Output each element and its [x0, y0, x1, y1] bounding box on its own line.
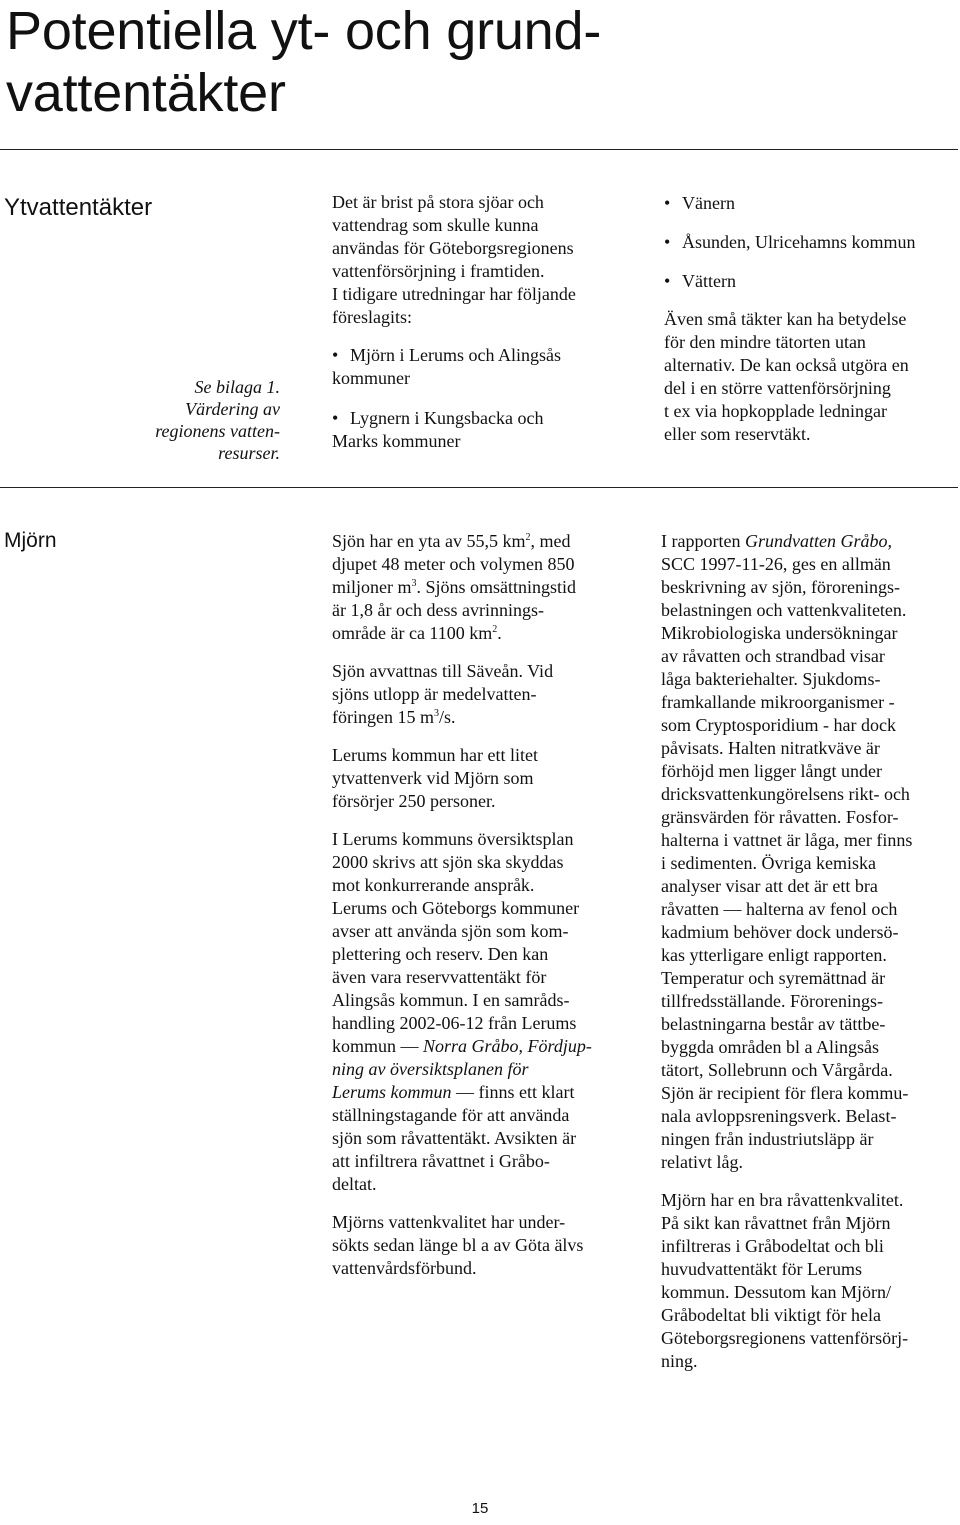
section2-right-column	[661, 530, 960, 1388]
text-line: kadmium behöver dock undersö-	[661, 922, 899, 942]
text-line: Gråbodeltat bli viktigt för hela	[661, 1305, 881, 1325]
sidenote-line: Se bilaga 1.	[194, 377, 280, 397]
document-reference-title: ning av översiktsplanen för	[332, 1059, 529, 1079]
text-line: alternativ. De kan också utgöra en	[664, 355, 909, 375]
paragraph	[332, 1211, 642, 1280]
text-line: användas för Göteborgsregionens	[332, 238, 574, 258]
text-line: vattendrag som skulle kunna	[332, 215, 539, 235]
document-reference-title: Grundvatten Gråbo,	[744, 531, 892, 551]
text-line: I rapporten Grundvatten Gråbo,	[661, 531, 892, 551]
text-line: tätort, Sollebrunn och Vårgårda.	[661, 1060, 893, 1080]
text-line: ställningstagande för att använda	[332, 1105, 570, 1125]
text-line: relativt låg.	[661, 1152, 743, 1172]
text-line: även vara reservvattentäkt för	[332, 967, 547, 987]
paragraph	[661, 1189, 960, 1373]
text-line: del i en större vattenförsörjning	[664, 378, 891, 398]
text-line: Mjörn har en bra råvattenkvalitet.	[661, 1190, 904, 1210]
text-line: som Cryptosporidium - har dock	[661, 715, 896, 735]
text-line: 2000 skrivs att sjön ska skyddas	[332, 852, 564, 872]
page-title-line-1: Potentiella yt- och grund-	[6, 1, 602, 61]
page-title-line-2: vattentäkter	[6, 63, 286, 123]
text-line: halterna i vattnet är låga, mer finns	[661, 830, 913, 850]
paragraph	[332, 828, 642, 1196]
text-line: för den mindre tätorten utan	[664, 332, 866, 352]
list-item-bullet	[332, 407, 632, 453]
text-line: miljoner $m^3$. Sjöns omsättningstid	[332, 577, 577, 597]
text-line: nala avloppsreningsverk. Belast-	[661, 1106, 897, 1126]
section-divider	[0, 487, 958, 488]
text-line: Mjörns vattenkvalitet har under-	[332, 1212, 566, 1232]
sidenote-line: Värdering av	[185, 399, 280, 419]
text-line: kommun — Norra Gråbo, Fördjup-	[332, 1036, 592, 1056]
text-line: Alingsås kommun. I en samråds-	[332, 990, 570, 1010]
text-line: Temperatur och syremättnad är	[661, 968, 886, 988]
text-line: föringen 15 $m^3/s$.	[332, 707, 456, 727]
bullet-text: • Lygnern i Kungsbacka och	[332, 407, 632, 430]
text-line: I tidigare utredningar har följande	[332, 284, 576, 304]
sidenote-reference	[100, 376, 280, 464]
text-line: I Lerums kommuns översiktsplan	[332, 829, 574, 849]
section1-right-column	[664, 192, 960, 461]
text-line: infiltreras i Gråbodeltat och bli	[661, 1236, 884, 1256]
text-line: Göteborgsregionens vattenförsörj-	[661, 1328, 909, 1348]
text-line: framkallande mikroorganismer -	[661, 692, 895, 712]
text-line: deltat.	[332, 1174, 377, 1194]
text-line: sökts sedan länge bl a av Göta älvs	[332, 1235, 584, 1255]
section-heading-ytvattentakter: Ytvattentäkter	[4, 194, 153, 221]
text-line: mot konkurrerande anspråk.	[332, 875, 535, 895]
text-line: dricksvattenkungörelsens rikt- och	[661, 784, 910, 804]
text-line: gränsvärden för råvatten. Fosfor-	[661, 807, 899, 827]
list-item-bullet	[664, 192, 960, 215]
text-line: vattenvårdsförbund.	[332, 1258, 477, 1278]
text-line: byggda områden bl a Alingsås	[661, 1037, 879, 1057]
document-reference-title: Norra Gråbo, Fördjup-	[423, 1036, 592, 1056]
section-heading-mjorn: Mjörn	[4, 529, 57, 552]
text-line: Lerums kommun har ett litet	[332, 745, 538, 765]
title-divider	[0, 149, 958, 150]
text-line: område är ca 1100 $km^2$.	[332, 623, 502, 643]
sidenote-line: regionens vatten-	[155, 421, 280, 441]
text-line: att infiltrera råvattnet i Gråbo-	[332, 1151, 550, 1171]
paragraph	[661, 530, 960, 1174]
text-line: föreslagits:	[332, 307, 412, 327]
text-line: Mikrobiologiska undersökningar	[661, 623, 898, 643]
text-line: påvisats. Halten nitratkväve är	[661, 738, 880, 758]
text-line: Lerums kommun — finns ett klart	[332, 1082, 575, 1102]
text-line: sjön som råvattentäkt. Avsikten är	[332, 1128, 577, 1148]
paragraph	[332, 660, 642, 729]
text-line: Sjön är recipient för flera kommu-	[661, 1083, 909, 1103]
text-line: t ex via hopkopplade ledningar	[664, 401, 887, 421]
text-line: handling 2002-06-12 från Lerums	[332, 1013, 577, 1033]
text-line: plettering och reserv. Den kan	[332, 944, 549, 964]
text-line: råvatten — halterna av fenol och	[661, 899, 898, 919]
text-line: är 1,8 år och dess avrinnings-	[332, 600, 544, 620]
text-line: Sjön avvattnas till Säveån. Vid	[332, 661, 554, 681]
section1-intro-paragraph	[332, 191, 632, 329]
text-line: belastningarna består av tättbe-	[661, 1014, 886, 1034]
list-item-bullet	[332, 344, 632, 390]
text-line: Även små täkter kan ha betydelse	[664, 309, 907, 329]
text-line: Det är brist på stora sjöar och	[332, 192, 544, 212]
text-line: i sedimenten. Övriga kemiska	[661, 853, 876, 873]
page-number: 15	[471, 1500, 489, 1517]
text-line: av råvatten och strandbad visar	[661, 646, 885, 666]
section2-middle-column	[332, 530, 642, 1295]
text-line: kommun. Dessutom kan Mjörn/	[661, 1282, 891, 1302]
text-line: beskrivning av sjön, förorenings-	[661, 577, 900, 597]
paragraph	[332, 744, 642, 813]
sidenote-line: resurser.	[218, 443, 280, 463]
text-line: ning.	[661, 1351, 698, 1371]
text-line: tillfredsställande. Förorenings-	[661, 991, 883, 1011]
text-line: kas ytterligare enligt rapporten.	[661, 945, 887, 965]
list-item-bullet	[664, 270, 960, 293]
bullet-text: • Åsunden, Ulricehamns kommun	[664, 231, 960, 254]
text-line: förhöjd men ligger långt under	[661, 761, 882, 781]
bullet-text-continued: kommuner	[332, 368, 410, 388]
text-line: sjöns utlopp är medelvatten-	[332, 684, 537, 704]
text-line: Lerums och Göteborgs kommuner	[332, 898, 580, 918]
text-line: analyser visar att det är ett bra	[661, 876, 878, 896]
section1-middle-column	[332, 191, 632, 468]
document-reference-title: Lerums kommun	[332, 1082, 452, 1102]
text-line: Sjön har en yta av 55,5 $km^2$, med	[332, 531, 571, 551]
text-line: låga bakteriehalter. Sjukdoms-	[661, 669, 881, 689]
section1-note-paragraph	[664, 308, 960, 446]
bullet-text: • Mjörn i Lerums och Alingsås	[332, 344, 632, 367]
text-line: På sikt kan råvattnet från Mjörn	[661, 1213, 891, 1233]
text-line: avser att använda sjön som kom-	[332, 921, 569, 941]
paragraph	[332, 530, 642, 645]
text-line: ningen från industriutsläpp är	[661, 1129, 874, 1149]
text-line: belastningen och vattenkvaliteten.	[661, 600, 907, 620]
bullet-text-continued: Marks kommuner	[332, 431, 461, 451]
list-item-bullet	[664, 231, 960, 254]
text-line: vattenförsörjning i framtiden.	[332, 261, 545, 281]
text-line: SCC 1997-11-26, ges en allmän	[661, 554, 891, 574]
text-line: djupet 48 meter och volymen 850	[332, 554, 575, 574]
text-line: ytvattenverk vid Mjörn som	[332, 768, 534, 788]
text-line: huvudvattentäkt för Lerums	[661, 1259, 862, 1279]
page-title	[6, 0, 946, 124]
text-line: eller som reservtäkt.	[664, 424, 811, 444]
bullet-text: • Vättern	[664, 270, 960, 293]
bullet-text: • Vänern	[664, 192, 960, 215]
text-line: försörjer 250 personer.	[332, 791, 496, 811]
